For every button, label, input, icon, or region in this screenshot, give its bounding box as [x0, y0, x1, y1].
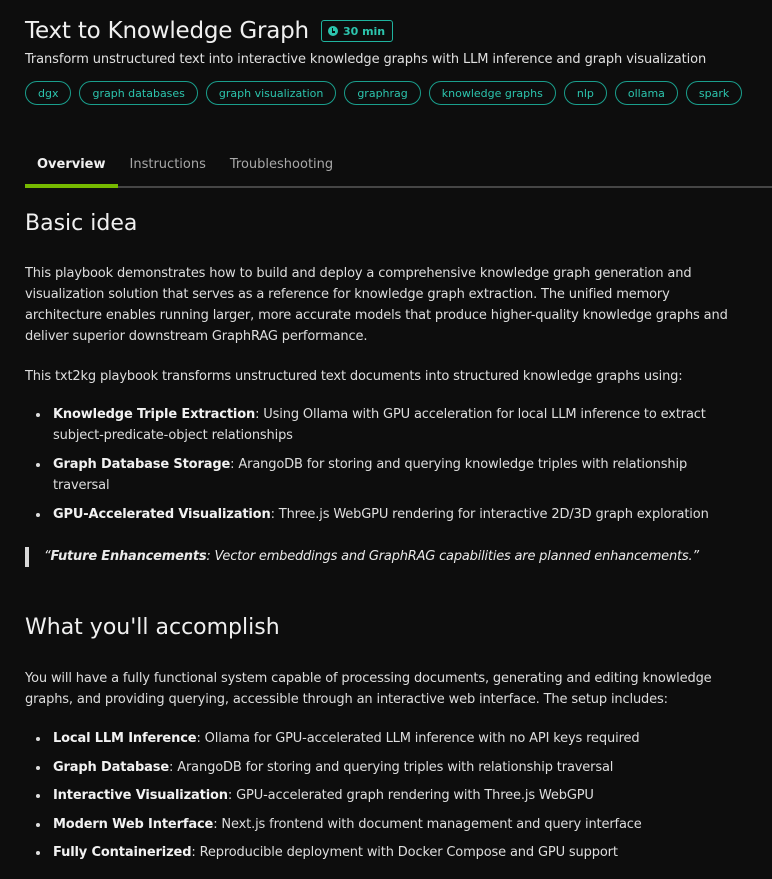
list-item-desc: : ArangoDB for storing and querying triples with relationship traversal: [169, 759, 614, 775]
list-item: [25, 504, 725, 525]
list-item-term: GPU-Accelerated Visualization: [53, 507, 271, 522]
tag-list: [25, 81, 750, 105]
tag-spark[interactable]: spark: [686, 81, 742, 105]
capabilities-list: [25, 404, 725, 525]
list-item-term: Interactive Visualization: [53, 788, 228, 803]
bullet-icon: [36, 513, 40, 517]
basic-idea-paragraph: This playbook demonstrates how to build and deploy a comprehensive knowledge graph generation and visualization solution that serves as a reference for knowledge graph extraction. The unified memory architecture enables running larger, more accurate models that produce higher-quality knowledge graphs and deliver superior downstream GraphRAG performance.: [25, 266, 728, 344]
list-item-term: Graph Database: [53, 759, 170, 775]
list-item: [25, 785, 725, 806]
list-item: [25, 728, 725, 749]
title-row: [25, 18, 393, 44]
tag-graph-visualization[interactable]: graph visualization: [206, 81, 336, 105]
list-item: [25, 814, 725, 835]
tag-graph-databases[interactable]: graph databases: [79, 81, 197, 105]
tag-nlp[interactable]: nlp: [564, 81, 607, 105]
tag-ollama[interactable]: ollama: [615, 81, 678, 105]
bullet-icon: [36, 794, 40, 798]
quote-open-mark: “: [44, 549, 51, 564]
list-item-desc: : Using Ollama with GPU acceleration for local LLM inference to extract subject-predicate-object relationships: [53, 407, 706, 443]
bullet-icon: [36, 463, 40, 467]
page-subtitle: Transform unstructured text into interactive knowledge graphs with LLM inference and graph visualization: [25, 52, 707, 67]
list-item-desc: : ArangoDB for storing and querying knowledge triples with relationship traversal: [53, 457, 688, 493]
clock-icon: [328, 26, 338, 36]
tab-instructions[interactable]: Instructions: [129, 157, 206, 172]
tab-troubleshooting[interactable]: Troubleshooting: [229, 157, 334, 172]
blockquote-future-enhancements: [25, 547, 699, 567]
list-item-desc: : Reproducible deployment with Docker Compose and GPU support: [191, 845, 618, 860]
bullet-icon: [36, 413, 40, 417]
tag-dgx[interactable]: dgx: [25, 81, 71, 105]
txt2kg-intro-paragraph: This txt2kg playbook transforms unstructured text documents into structured knowledge graphs using:: [25, 369, 683, 384]
list-item-desc: : Three.js WebGPU rendering for interactive 2D/3D graph exploration: [270, 507, 709, 522]
duration-label: 30 min: [342, 24, 386, 38]
list-item: [25, 757, 725, 778]
list-item-desc: : Ollama for GPU-accelerated LLM inference with no API keys required: [196, 731, 640, 746]
bullet-icon: [36, 766, 40, 770]
page-title: Text to Knowledge Graph: [25, 18, 309, 44]
list-item: [25, 454, 725, 496]
list-item-term: Fully Containerized: [53, 845, 192, 860]
list-item-desc: : GPU-accelerated graph rendering with Three.js WebGPU: [227, 788, 594, 803]
bullet-icon: [36, 823, 40, 827]
list-item: [25, 404, 725, 446]
tab-bar: [25, 150, 772, 188]
tab-overview[interactable]: Overview: [25, 150, 118, 186]
quote-text: : Vector embeddings and GraphRAG capabilities are planned enhancements.”: [206, 549, 699, 564]
tag-knowledge-graphs[interactable]: knowledge graphs: [429, 81, 556, 105]
duration-badge: [321, 20, 393, 42]
bullet-icon: [36, 737, 40, 741]
list-item-term: Local LLM Inference: [53, 731, 197, 746]
tag-graphrag[interactable]: graphrag: [344, 81, 420, 105]
list-item-term: Knowledge Triple Extraction: [53, 407, 256, 422]
accomplish-paragraph: You will have a fully functional system capable of processing documents, generating and editing knowledge graphs, and providing querying, accessible through an interactive web interface. The setup includes:: [25, 671, 712, 707]
list-item-term: Modern Web Interface: [53, 816, 214, 832]
list-item-term: Graph Database Storage: [53, 457, 231, 472]
section-heading-accomplish: What you'll accomplish: [25, 615, 280, 640]
section-heading-basic-idea: Basic idea: [25, 211, 138, 236]
list-item-desc: : Next.js frontend with document management and query interface: [213, 816, 642, 832]
quote-term: Future Enhancements: [50, 549, 207, 564]
setup-list: [25, 728, 725, 863]
list-item: [25, 842, 725, 863]
bullet-icon: [36, 851, 40, 855]
